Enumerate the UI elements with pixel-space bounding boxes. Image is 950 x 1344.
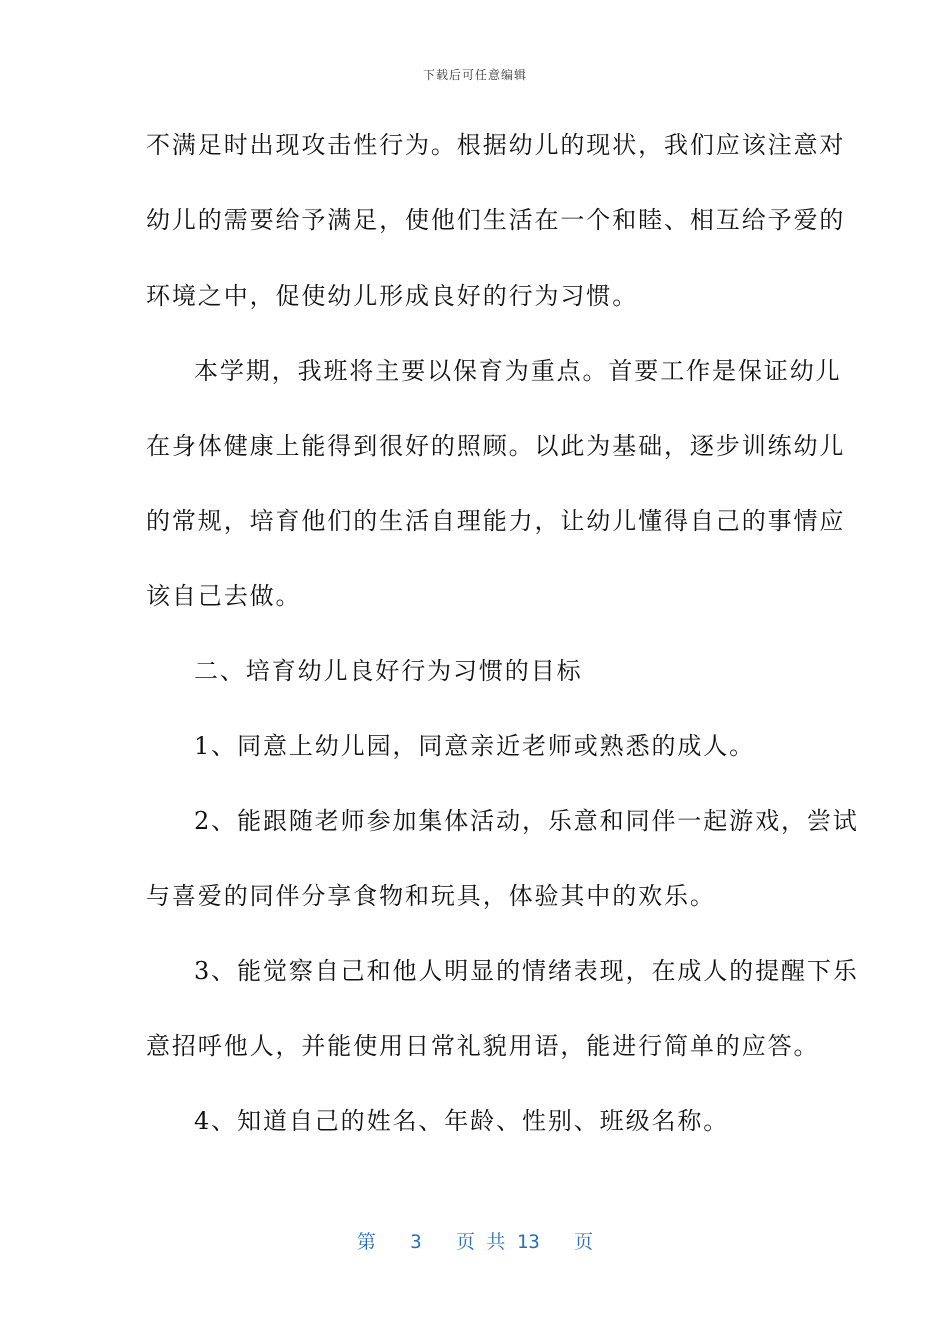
body-line: 不满足时出现攻击性行为。根据幼儿的现状，我们应该注意对 <box>146 131 846 159</box>
list-item: 1、同意上幼儿园，同意亲近老师或熟悉的成人。 <box>194 732 756 760</box>
total-pages-number: 13 <box>516 1231 540 1253</box>
section-heading: 二、培育幼儿良好行为习惯的目标 <box>194 657 583 685</box>
current-page-number: 3 <box>410 1231 422 1253</box>
page-footer <box>0 1227 950 1254</box>
body-line: 意招呼他人，并能使用日常礼貌用语，能进行简单的应答。 <box>146 1032 820 1060</box>
body-line: 与喜爱的同伴分享食物和玩具，体验其中的欢乐。 <box>146 882 716 910</box>
body-line: 的常规，培育他们的生活自理能力，让幼儿懂得自己的事情应 <box>146 507 846 535</box>
list-item: 4、知道自己的姓名、年龄、性别、班级名称。 <box>194 1107 730 1135</box>
footer-pages-label: 页 <box>574 1231 594 1253</box>
page-header: 下载后可任意编辑 <box>422 68 527 82</box>
body-line: 环境之中，促使幼儿形成良好的行为习惯。 <box>146 282 639 310</box>
body-line: 在身体健康上能得到很好的照顾。以此为基础，逐步训练幼儿 <box>146 432 846 460</box>
list-item: 3、能觉察自己和他人明显的情绪表现，在成人的提醒下乐 <box>194 957 859 985</box>
list-item: 2、能跟随老师参加集体活动，乐意和同伴一起游戏，尝试 <box>194 807 859 835</box>
footer-page-label: 第 <box>356 1231 376 1253</box>
footer-of-label: 页 共 <box>455 1231 506 1253</box>
body-line: 幼儿的需要给予满足，使他们生活在一个和睦、相互给予爱的 <box>146 206 846 234</box>
body-line: 该自己去做。 <box>146 582 302 610</box>
body-line: 本学期，我班将主要以保育为重点。首要工作是保证幼儿 <box>194 357 842 385</box>
